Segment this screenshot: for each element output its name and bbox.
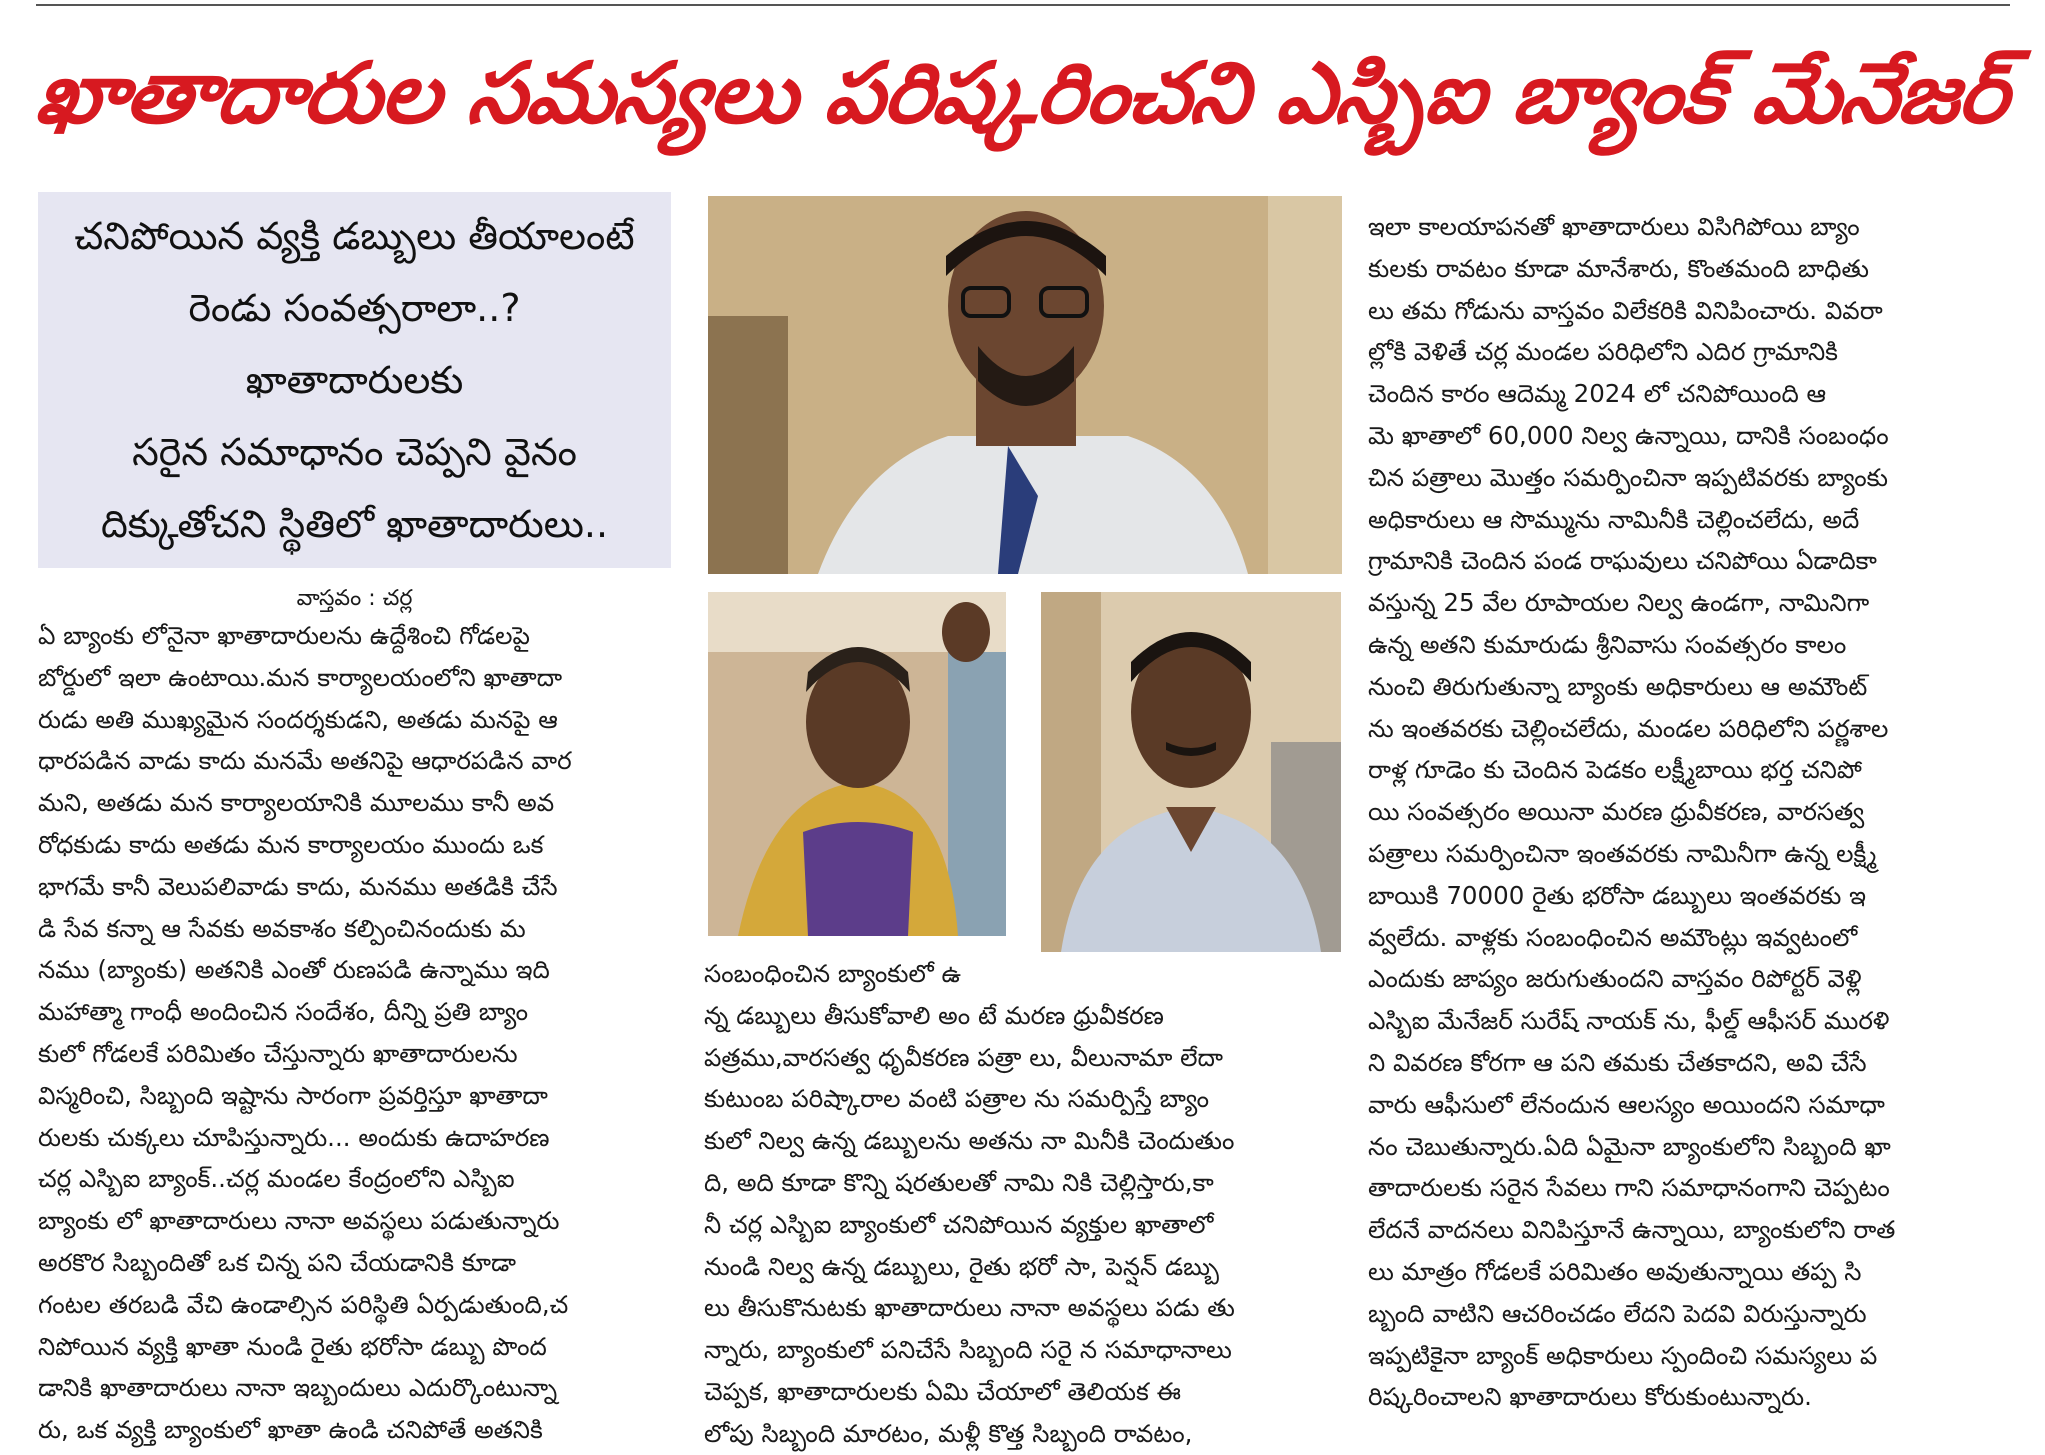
text-line: ఎందుకు జాప్యం జరుగుతుందని వాస్తవం రిపోర్టర్ వెళ్లి	[1368, 964, 1862, 994]
text-line: కులో గోడలకే పరిమితం చేస్తున్నారు ఖాతాదారులను	[38, 1038, 518, 1068]
text-line: ని వివరణ కోరగా ఆ పని తమకు చేతకాదని, అవి చేసే	[1368, 1047, 1867, 1077]
photo-elderly-woman	[708, 592, 1006, 936]
text-line: న్న డబ్బులు తీసుకోవాలి అం టే మరణ ధ్రువీకరణ	[704, 1000, 1164, 1030]
text-line: ది, అది కూడా కొన్ని షరతులతో నామి నికి చెల్లిస్తారు,కా	[704, 1167, 1214, 1197]
text-line: బ్బంది వాటిని ఆచరించడం లేదని పెదవి విరుస్తున్నారు	[1368, 1298, 1867, 1328]
text-line: యి సంవత్సరం అయినా మరణ ధ్రువీకరణ, వారసత్వ	[1368, 797, 1865, 827]
photo-man-illustration	[1041, 592, 1341, 952]
kicker-box	[38, 192, 671, 568]
text-line: నం చెబుతున్నారు.ఏది ఏమైనా బ్యాంకులోని సిబ్బంది ఖా	[1368, 1131, 1891, 1161]
text-line: ఇలా కాలయాపనతో ఖాతాదారులు విసిగిపోయి బ్యాం	[1368, 212, 1860, 241]
text-line: నము (బ్యాంకు) అతనికి ఎంతో రుణపడి ఉన్నాము ఇది	[38, 955, 550, 985]
text-line: ఇప్పటికైనా బ్యాంక్ అధికారులు స్పందించి సమస్యలు ప	[1368, 1340, 1878, 1370]
text-line: బోర్డులో ఇలా ఉంటాయి.మన కార్యాలయంలోని ఖాతాదా	[38, 662, 563, 692]
photo-manager-illustration	[708, 196, 1342, 574]
article-column-1	[38, 615, 678, 1451]
text-line: అధికారులు ఆ సొమ్మును నామినీకి చెల్లించలేదు, అదే	[1368, 504, 1860, 534]
text-line: కులో నిల్వ ఉన్న డబ్బులను అతను నా మినీకి చెందుతుం	[704, 1126, 1235, 1156]
text-line: రుడు అతి ముఖ్యమైన సందర్శకుడని, అతడు మనపై ఆ	[38, 704, 558, 734]
text-line: గంటల తరబడి వేచి ఉండాల్సిన పరిస్థితి ఏర్పడుతుంది,చ	[38, 1289, 569, 1319]
text-line: వస్తున్న 25 వేల రూపాయల నిల్వ ఉండగా, నామినిగా	[1368, 588, 1870, 618]
text-line: లు మాత్రం గోడలకే పరిమితం అవుతున్నాయి తప్ప సి	[1368, 1256, 1862, 1286]
text-line: నీ చర్ల ఎస్బిఐ బ్యాంకులో చనిపోయిన వ్యక్తుల ఖాతాలో	[704, 1209, 1214, 1239]
text-line: నుంచి తిరుగుతున్నా బ్యాంకు అధికారులు ఆ అమౌంట్	[1368, 671, 1868, 701]
text-line: ఏ బ్యాంకు లోనైనా ఖాతాదారులను ఉద్దేశించి గోడలపై	[38, 621, 530, 650]
text-line: రిష్కరించాలని ఖాతాదారులు కోరుకుంటున్నారు.	[1368, 1382, 1812, 1412]
text-line: భాగమే కానీ వెలుపలివాడు కాదు, మనము అతడికి చేసే	[38, 871, 558, 901]
top-rule	[36, 4, 2010, 6]
text-line: నిపోయిన వ్యక్తి ఖాతా నుండి రైతు భరోసా డబ్బు పొంద	[38, 1331, 547, 1361]
photo-bank-manager	[708, 196, 1342, 574]
text-line: మని, అతడు మన కార్యాలయానికి మూలము కానీ అవ	[38, 788, 555, 818]
article-column-3	[1368, 206, 2010, 1418]
kicker-line: ఖాతాదారులకు	[245, 358, 464, 402]
photo-young-man	[1041, 592, 1341, 952]
photo-woman-illustration	[708, 592, 1006, 936]
article-column-2	[704, 953, 1344, 1455]
text-line: చిన పత్రాలు మొత్తం సమర్పించినా ఇప్పటివరకు బ్యాంకు	[1368, 462, 1888, 492]
text-line: వారు ఆఫీసులో లేనందున ఆలస్యం అయిందని సమాధా	[1368, 1089, 1885, 1119]
text-line: మహాత్మా గాంధీ అందించిన సందేశం, దీన్ని ప్రతి బ్యాం	[38, 997, 529, 1027]
text-line: నుండి నిల్వ ఉన్న డబ్బులు, రైతు భరో సా, పెన్షన్ డబ్బు	[704, 1251, 1220, 1281]
text-line: లేదనే వాదనలు వినిపిస్తూనే ఉన్నాయి, బ్యాంకులోని రాత	[1368, 1215, 1896, 1245]
text-line: విస్మరించి, సిబ్బంది ఇష్టాను సారంగా ప్రవర్తిస్తూ ఖాతాదా	[38, 1080, 548, 1110]
text-line: ధారపడిన వాడు కాదు మనమే అతనిపై ఆధారపడిన వార	[38, 746, 572, 776]
text-line: పత్రము,వారసత్వ ధృవీకరణ పత్రా లు, వీలునామా లేదా	[704, 1042, 1224, 1072]
text-line: మె ఖాతాలో 60,000 నిల్వ ఉన్నాయి, దానికి సంబంధం	[1368, 420, 1889, 450]
dateline: వాస్తవం : చర్ల	[296, 586, 413, 611]
text-line: డి సేవ కన్నా ఆ సేవకు అవకాశం కల్పించినందుకు మ	[38, 913, 526, 943]
text-line: వ్వలేదు. వాళ్లకు సంబంధించిన అమౌంట్లు ఇవ్వటంలో	[1368, 922, 1858, 952]
text-line: సంబంధించిన బ్యాంకులో ఉ	[704, 959, 962, 988]
text-line: తాదారులకు సరైన సేవలు గాని సమాధానంగాని చెప్పటం	[1368, 1173, 1890, 1203]
text-line: పత్రాలు సమర్పించినా ఇంతవరకు నామినీగా ఉన్న లక్ష్మీ	[1368, 838, 1877, 868]
text-line: బ్యాంకు లో ఖాతాదారులు నానా అవస్థలు పడుతున్నారు	[38, 1206, 560, 1236]
text-line: లోపు సిబ్బంది మారటం, మళ్లీ కొత్త సిబ్బంది రావటం,	[704, 1418, 1193, 1448]
kicker-line: సరైన సమాధానం చెప్పని వైనం	[132, 430, 577, 474]
text-line: అరకొర సిబ్బందితో ఒక చిన్న పని చేయడానికి కూడా	[38, 1247, 516, 1277]
text-line: గ్రామానికి చెందిన పండ రాఘవులు చనిపోయి ఏడాదికా	[1368, 546, 1877, 576]
text-line: న్నారు, బ్యాంకులో పనిచేసే సిబ్బంది సరై న సమాధానాలు	[704, 1335, 1232, 1365]
text-line: కులకు రావటం కూడా మానేశారు, కొంతమంది బాధితు	[1368, 253, 1869, 283]
text-line: లు తమ గోడును వాస్తవం విలేకరికి వినిపించారు. వివరా	[1368, 295, 1883, 325]
text-line: ఉన్న అతని కుమారుడు శ్రీనివాసు సంవత్సరం కాలం	[1368, 629, 1847, 659]
text-line: డానికి ఖాతాదారులు నానా ఇబ్బందులు ఎదుర్కొంటున్నా	[38, 1373, 558, 1403]
text-line: రాళ్ల గూడెం కు చెందిన పెడకం లక్ష్మీబాయి భర్త చనిపో	[1368, 755, 1862, 785]
text-line: కుటుంబ పరిష్కారాల వంటి పత్రాల ను సమర్పిస్తే బ్యాం	[704, 1084, 1210, 1114]
text-line: రు, ఒక వ్యక్తి బ్యాంకులో ఖాతా ఉండి చనిపోతే అతనికి	[38, 1415, 543, 1445]
text-line: ఎస్బిఐ మేనేజర్ సురేష్ నాయక్ ను, ఫీల్డ్ ఆఫీసర్ మురళి	[1368, 1006, 1890, 1036]
kicker-line: దిక్కుతోచని స్థితిలో ఖాతాదారులు..	[100, 502, 609, 546]
kicker-line: రెండు సంవత్సరాలా..?	[188, 286, 521, 330]
text-line: చర్ల ఎస్బిఐ బ్యాంక్..చర్ల మండల కేంద్రంలోని ఎస్బిఐ	[38, 1164, 515, 1194]
text-line: రులకు చుక్కలు చూపిస్తున్నారు... అందుకు ఉదాహరణ	[38, 1122, 550, 1152]
text-line: చెందిన కారం ఆదెమ్మ 2024 లో చనిపోయింది ఆ	[1368, 379, 1827, 409]
text-line: ను ఇంతవరకు చెల్లించలేదు, మండల పరిధిలోని పర్ణశాల	[1368, 713, 1889, 743]
text-line: రోధకుడు కాదు అతడు మన కార్యాలయం ముందు ఒక	[38, 829, 544, 859]
kicker-line: చనిపోయిన వ్యక్తి డబ్బులు తీయాలంటే	[74, 214, 635, 258]
text-line: లు తీసుకొనుటకు ఖాతాదారులు నానా అవస్థలు పడు తు	[704, 1293, 1235, 1323]
headline: ఖాతాదారుల సమస్యలు పరిష్కరించని ఎస్బిఐ బ్యాంక్ మేనేజర్	[32, 44, 2013, 142]
text-line: చెప్పక, ఖాతాదారులకు ఏమి చేయాలో తెలియక ఈ	[704, 1376, 1181, 1406]
text-line: బాయికి 70000 రైతు భరోసా డబ్బులు ఇంతవరకు ఇ	[1368, 880, 1867, 910]
text-line: ల్లోకి వెళితే చర్ల మండల పరిధిలోని ఎదిర గ్రామానికి	[1368, 337, 1838, 367]
